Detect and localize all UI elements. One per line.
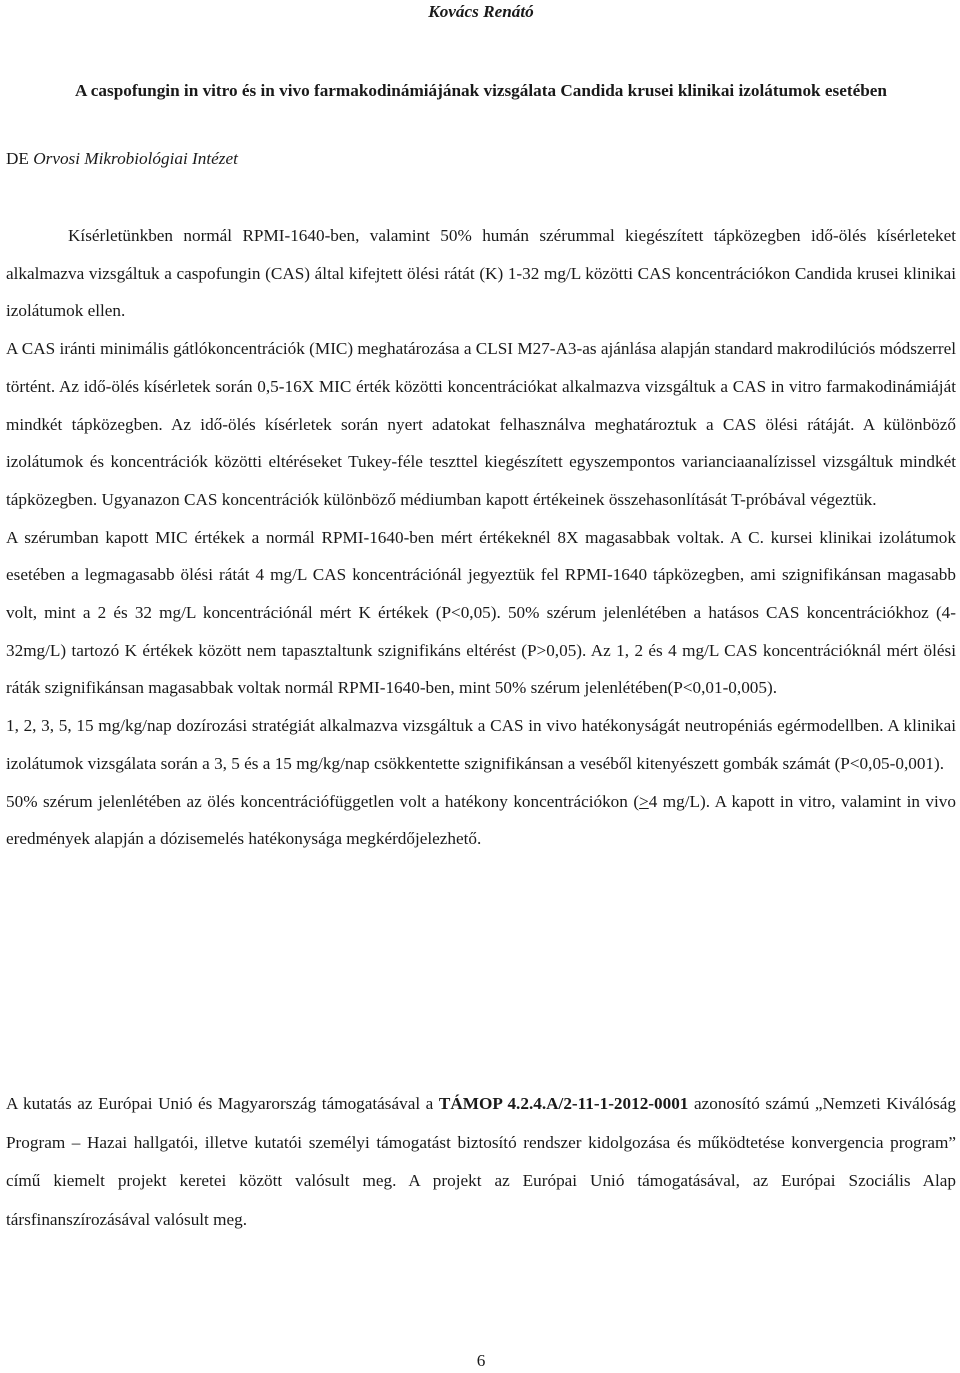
- paragraph-results: A szérumban kapott MIC értékek a normál RPMI-1640-ben mért értékeknél 8X magasabbak voltak. A C. kursei klinikai izolátumok esetében a legmagasabb ölési rátát 4 mg/L CAS koncentrációnál jegyeztük fel RPMI-1640 tápközegben, ami szignifikánsan magasabb volt, mint a 2 és 32 mg/L koncentrációnál mért K értékek (P<0,05). 50% szérum jelenlétében a hatásos CAS koncentrációkhoz (4-32mg/L) tartozó K értékek között nem tapasztaltunk szignifikáns eltérést (P>0,05). Az 1, 2 és 4 mg/L CAS koncentrációknál mért ölési ráták szignifikánsan magasabbak voltak normál RPMI-1640-ben, mint 50% szérum jelenlétében(P<0,01-0,005).: [6, 527, 956, 698]
- institute-line: [6, 147, 956, 171]
- author-name: Kovács Renátó: [428, 2, 534, 21]
- paragraph-conclusion: [6, 783, 956, 858]
- conclusion-text-end: 4 mg/L). A kapott in vitro, valamint in vivo eredmények alapján a dózisemelés hatékonysága megkérdőjelezhető.: [6, 791, 956, 849]
- funding-project-id: TÁMOP 4.2.4.A/2-11-1-2012-0001: [438, 1094, 689, 1113]
- abstract-body: [6, 217, 956, 858]
- paragraph-methods: A CAS iránti minimális gátlókoncentrációk (MIC) meghatározása a CLSI M27-A3-as ajánlása alapján standard makrodilúciós módszerrel történt. Az idő-ölés kísérletek során 0,5-16X MIC érték közötti koncentrációkat alkalmazva vizsgáltuk a CAS in vitro farmakodinámiáját mindkét tápközegben. Az idő-ölés kísérletek során nyert adatokat felhasználva meghatároztuk a CAS ölési rátáját. A különböző izolátumok és koncentrációk közötti eltéréseket Tukey-féle teszttel kiegészített egyszempontos varianciaanalízissel vizsgáltuk mindkét tápközegben. Ugyanazon CAS koncentrációk különböző médiumban kapott értékeinek összehasonlítását T-próbával végeztük.: [6, 339, 956, 509]
- paragraph-in-vivo: 1, 2, 3, 5, 15 mg/kg/nap dozírozási stratégiát alkalmazva vizsgáltuk a CAS in vivo hatékonyságát neutropéniás egérmodellben. A klinikai izolátumok vizsgálata során a 3, 5 és a 15 mg/kg/nap csökkentette szignifikánsan a veséből kitenyészett gombák számát (P<0,05-0,001).: [6, 716, 956, 773]
- institute-prefix: DE: [6, 149, 29, 168]
- institute-name: Orvosi Mikrobiológiai Intézet: [33, 149, 238, 168]
- funding-acknowledgement: [6, 1085, 956, 1239]
- funding-paragraph: [6, 1085, 956, 1239]
- greater-equal-symbol: >: [639, 791, 649, 811]
- funding-text-start: A kutatás az Európai Unió és Magyarország támogatásával a: [6, 1094, 439, 1113]
- paragraph-intro: Kísérletünkben normál RPMI-1640-ben, valamint 50% humán szérummal kiegészített tápközegben idő-ölés kísérleteket alkalmazva vizsgáltuk a caspofungin (CAS) által kifejtett ölési rátát (K) 1-32 mg/L közötti CAS koncentrációkon Candida krusei klinikai izolátumok ellen.: [6, 226, 956, 321]
- funding-text-end: azonosító számú „Nemzeti Kiválóság Program – Hazai hallgatói, illetve kutatói személyi támogatást biztosító rendszer kidolgozása és működtetése konvergencia program” című kiemelt projekt keretei között valósult meg. A projekt az Európai Unió támogatásával, az Európai Szociális Alap társfinanszírozásával valósult meg.: [6, 1094, 956, 1229]
- paper-title: A caspofungin in vitro és in vivo farmakodinámiájának vizsgálata Candida krusei klinikai izolátumok esetében: [75, 81, 887, 100]
- conclusion-text-start: 50% szérum jelenlétében az ölés koncentrációfüggetlen volt a hatékony koncentrációkon (: [6, 791, 640, 811]
- page-number: 6: [476, 1351, 486, 1370]
